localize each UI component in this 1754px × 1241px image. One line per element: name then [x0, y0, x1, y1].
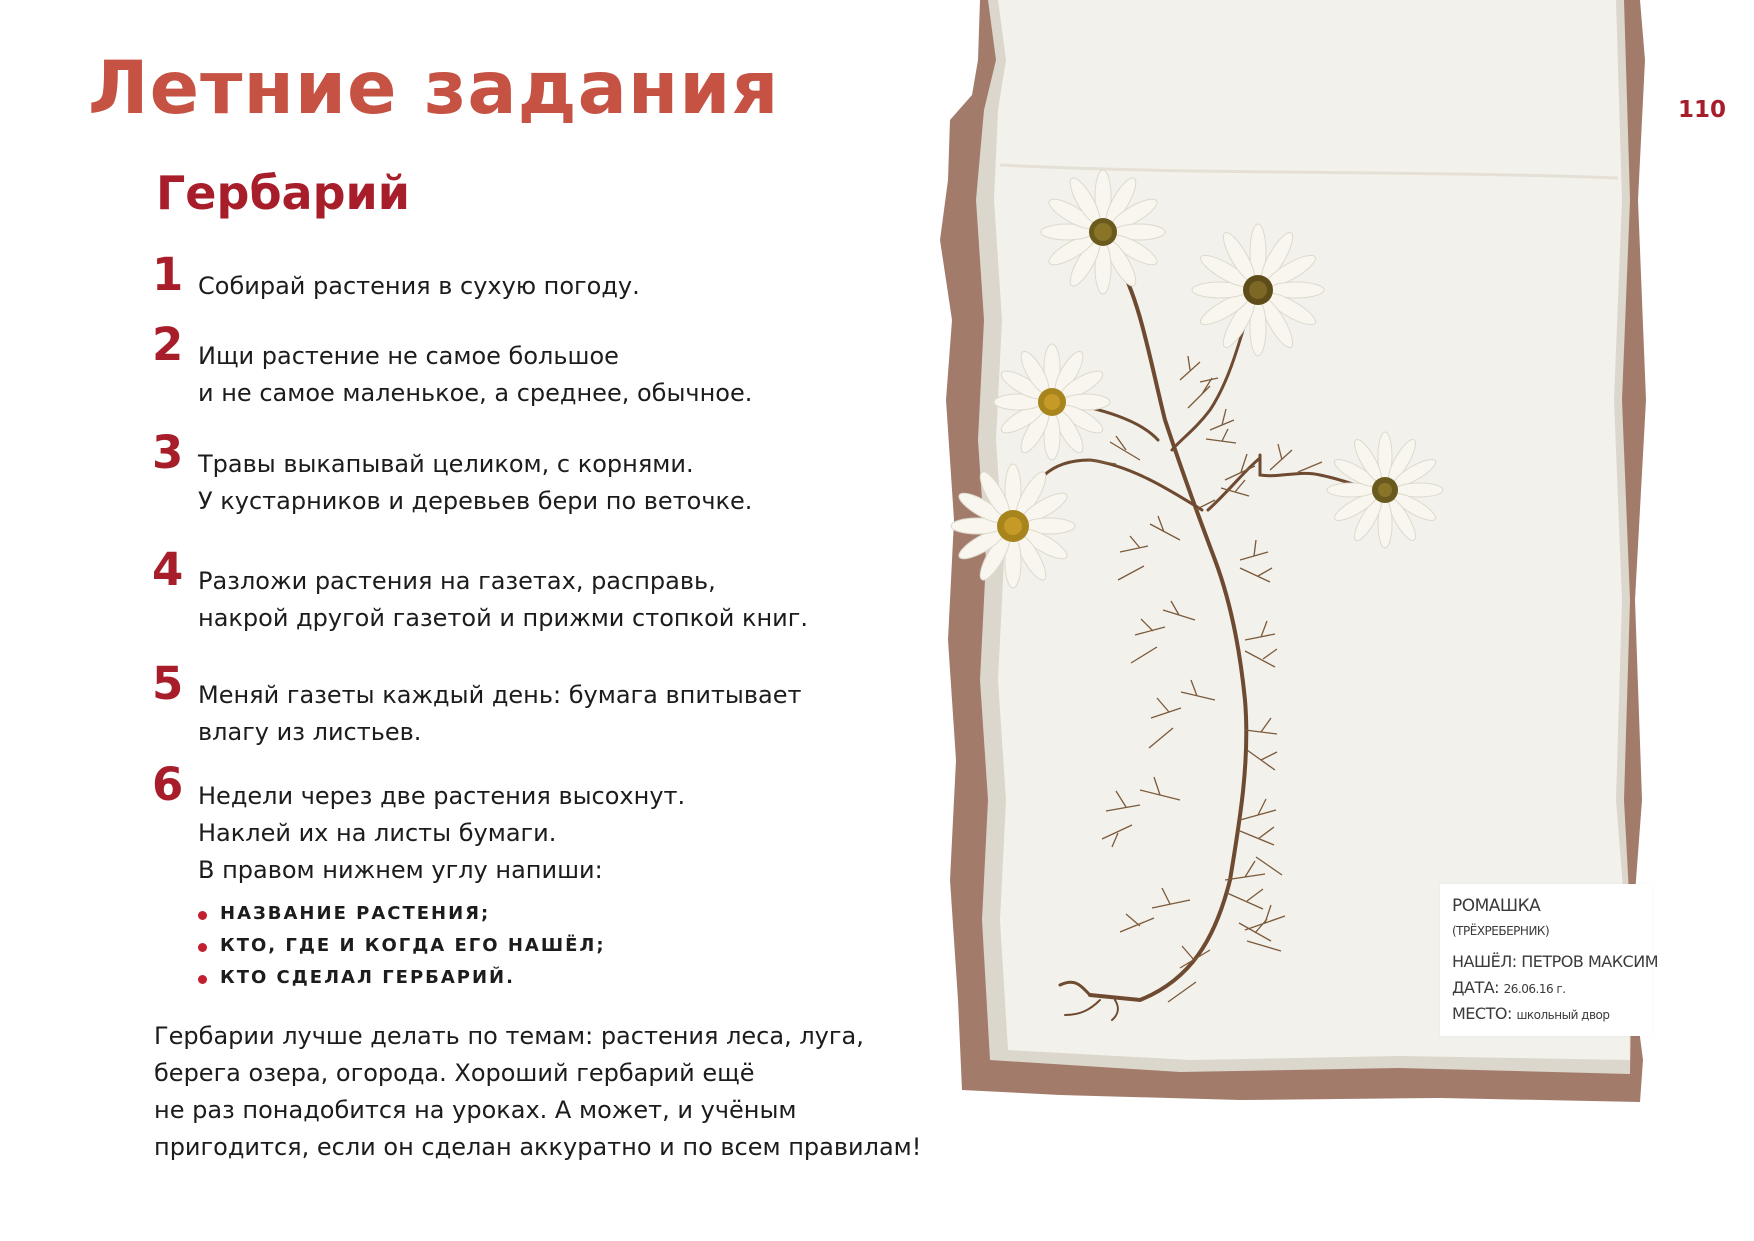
page-title: Летние задания	[88, 46, 780, 131]
step-number: 4	[152, 543, 184, 596]
step-text	[198, 338, 752, 412]
step-text	[198, 563, 808, 637]
bullet-dot-icon	[198, 943, 207, 952]
closing-paragraph	[154, 1018, 921, 1166]
step-text	[198, 677, 801, 751]
step-line: Разложи растения на газетах, расправь,	[198, 567, 716, 595]
step-line: накрой другой газетой и прижми стопкой книг.	[198, 604, 809, 632]
list-item: НАЗВАНИЕ РАСТЕНИЯ;	[198, 898, 606, 930]
step-number: 3	[152, 426, 184, 479]
step-line: Наклей их на листы бумаги.	[198, 819, 557, 847]
paragraph-line: пригодится, если он сделан аккуратно и по всем правилам!	[154, 1133, 922, 1161]
list-item: КТО, ГДЕ И КОГДА ЕГО НАШЁЛ;	[198, 930, 606, 962]
step-number: 2	[152, 318, 184, 371]
paragraph-line: не раз понадобится на уроках. А может, и учёным	[154, 1096, 797, 1124]
step-line: и не самое маленькое, а среднее, обычное.	[198, 379, 753, 407]
step-line: Собирай растения в сухую погоду.	[198, 272, 640, 300]
bullet-dot-icon	[198, 911, 207, 920]
paragraph-line: берега озера, огорода. Хороший гербарий ещё	[154, 1059, 755, 1087]
paragraph-line: Гербарии лучше делать по темам: растения леса, луга,	[154, 1022, 864, 1050]
step-text	[198, 268, 640, 305]
label-requirements-list	[198, 898, 606, 994]
specimen-label	[1440, 884, 1658, 1036]
step-line: Травы выкапывай целиком, с корнями.	[198, 450, 694, 478]
plant-name: РОМАШКА	[1452, 896, 1541, 916]
step-text	[198, 778, 685, 889]
step-number: 5	[152, 657, 184, 710]
plant-subname: (ТРЁХРЕБЕРНИК)	[1452, 924, 1550, 938]
found-date: ДАТА: 26.06.16 г.	[1452, 978, 1566, 997]
page-number: 110	[1678, 97, 1727, 123]
list-item: КТО СДЕЛАЛ ГЕРБАРИЙ.	[198, 962, 606, 994]
step-line: влагу из листьев.	[198, 718, 422, 746]
step-number: 6	[152, 758, 184, 811]
section-title: Гербарий	[156, 166, 410, 220]
step-line: В правом нижнем углу напиши:	[198, 856, 603, 884]
step-line: Недели через две растения высохнут.	[198, 782, 686, 810]
step-line: У кустарников и деревьев бери по веточке.	[198, 487, 753, 515]
step-line: Ищи растение не самое большое	[198, 342, 619, 370]
bullet-dot-icon	[198, 975, 207, 984]
step-number: 1	[152, 248, 184, 301]
step-line: Меняй газеты каждый день: бумага впитывает	[198, 681, 802, 709]
step-text	[198, 446, 752, 520]
found-place: МЕСТО: школьный двор	[1452, 1004, 1610, 1023]
found-by: НАШЁЛ: ПЕТРОВ МАКСИМ	[1452, 952, 1658, 971]
